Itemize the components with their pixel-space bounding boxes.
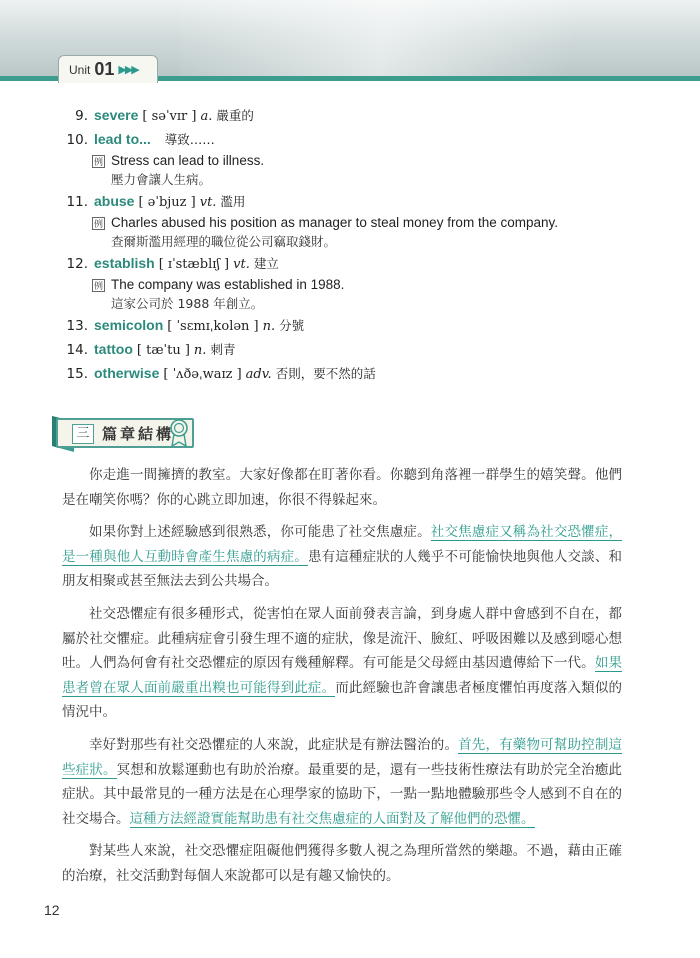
vocab-definition: 導致…… xyxy=(164,132,215,147)
vocabulary-list xyxy=(58,103,658,385)
example-sentence-zh: 壓力會讓人生病。 xyxy=(111,172,212,187)
vocab-entry xyxy=(58,313,658,337)
example-icon: 例 xyxy=(93,156,103,167)
vocab-word: establish xyxy=(94,255,155,271)
unit-number: 01 xyxy=(94,59,115,79)
highlighted-topic-sentence: 首先，有藥物可幫助控制這些症狀。 xyxy=(62,736,623,778)
paragraph-text: 如果你對上述經驗感到很熟悉，你可能患了社交焦慮症。 xyxy=(89,524,431,541)
vocab-number: 14. xyxy=(66,342,88,358)
vocab-entry xyxy=(58,251,658,275)
vocab-word: abuse xyxy=(94,193,135,209)
highlighted-topic-sentence: 這種方法經證實能幫助患有社交焦慮症的人面對及了解他們的恐懼。 xyxy=(129,810,535,827)
paragraph-text: 冥想和放鬆運動也有助於治療。最重要的是，還有一些技術性療法有助於完全治癒此症狀。其中最常見的一種方法是在心理學家的協助下，一點一點地體驗那些令人感到不自在的社交場合。 xyxy=(62,761,623,827)
vocab-number: 11. xyxy=(66,194,88,210)
paragraph-text: 你走進一間擁擠的教室。大家好像都在盯著你看。你聽到角落裡一群學生的嬉笑聲。他們是在嘲笑你嗎？你的心跳立即加速，你很不得躲起來。 xyxy=(62,467,622,508)
vocab-word: semicolon xyxy=(94,317,164,333)
vocab-definition: 分號 xyxy=(279,318,305,333)
example-block xyxy=(92,213,658,251)
paragraph xyxy=(62,602,622,725)
paragraph-text: 患有這種症狀的人幾乎不可能愉快地與他人交談、和朋友相聚或甚至無法去到公共場合。 xyxy=(62,548,623,590)
vocab-entry xyxy=(58,103,658,127)
section-heading xyxy=(50,414,200,454)
vocab-entry xyxy=(58,337,658,361)
vocab-pronunciation: [ ˈʌðəˌwaɪz ] xyxy=(163,367,242,382)
vocab-entry xyxy=(58,127,658,151)
highlighted-topic-sentence: 社交焦慮症又稱為社交恐懼症，是一種與他人互動時會產生焦慮的病症。 xyxy=(62,524,623,565)
vocab-word: tattoo xyxy=(94,341,133,357)
vocab-definition: 嚴重的 xyxy=(216,108,254,123)
paragraph-text: 幸好對那些有社交恐懼症的人來說，此症狀是有辦法醫治的。 xyxy=(89,736,459,753)
vocab-definition: 濫用 xyxy=(220,194,246,209)
example-sentence-zh: 這家公司於 1988 年創立。 xyxy=(111,296,264,311)
vocab-pronunciation: [ ɪˈstæblɪʃ ] xyxy=(158,257,230,272)
vocab-part-of-speech: a. xyxy=(200,109,213,124)
vocab-number: 15. xyxy=(66,366,88,382)
example-block xyxy=(92,151,658,189)
paragraph xyxy=(62,463,622,512)
vocab-pronunciation: [ səˈvɪr ] xyxy=(142,109,197,124)
vocab-part-of-speech: vt. xyxy=(199,195,217,210)
section-number: 三 xyxy=(72,424,94,444)
vocab-pronunciation: [ əˈbjuz ] xyxy=(138,195,196,210)
page-number: 12 xyxy=(44,902,60,918)
example-sentence-zh: 查爾斯濫用經理的職位從公司竊取錢財。 xyxy=(111,234,337,249)
example-sentence-en: Stress can lead to illness. xyxy=(111,153,265,168)
vocab-part-of-speech: vt. xyxy=(233,257,250,272)
article-body xyxy=(62,463,622,897)
vocab-part-of-speech: n. xyxy=(193,343,207,358)
vocab-definition: 否則，要不然的話 xyxy=(275,366,376,381)
example-block xyxy=(92,275,658,313)
example-icon: 例 xyxy=(93,280,103,291)
vocab-definition: 建立 xyxy=(253,256,279,271)
vocab-number: 10. xyxy=(66,132,88,148)
vocab-word: lead to... xyxy=(94,131,151,147)
example-icon: 例 xyxy=(93,218,103,229)
section-title: 篇章結構 xyxy=(102,425,175,443)
paragraph xyxy=(62,839,622,888)
vocab-pronunciation: [ tæˈtu ] xyxy=(136,343,190,358)
vocab-part-of-speech: n. xyxy=(262,319,276,334)
paragraph xyxy=(62,733,622,831)
medal-icon xyxy=(168,418,190,448)
example-sentence-en: The company was established in 1988. xyxy=(111,277,345,292)
arrows-icon: ▶▶▶ xyxy=(118,63,138,76)
vocab-definition: 刺青 xyxy=(210,342,236,357)
vocab-entry xyxy=(58,361,658,385)
vocab-pronunciation: [ ˈsɛmɪˌkolən ] xyxy=(167,319,259,334)
vocab-number: 9. xyxy=(75,108,88,124)
paragraph-text: 社交恐懼症有很多種形式，從害怕在眾人面前發表言論，到身處人群中會感到不自在，都屬於社交懼症。此種病症會引發生理不適的症狀，像是流汗、臉紅、呼吸困難以及感到噁心想吐。人們為何會有社交恐懼症的原因有幾種解釋。有可能是父母經由基因遺傳給下一代。 xyxy=(62,605,622,672)
vocab-word: severe xyxy=(94,107,139,123)
example-sentence-en: Charles abused his position as manager to steal money from the company. xyxy=(111,215,558,230)
vocab-number: 13. xyxy=(66,318,88,334)
paragraph xyxy=(62,520,622,594)
highlighted-topic-sentence: 如果患者曾在眾人面前嚴重出糗也可能得到此症。 xyxy=(62,655,623,696)
unit-label: Unit xyxy=(69,62,91,77)
vocab-word: otherwise xyxy=(94,365,160,381)
vocab-part-of-speech: adv. xyxy=(245,367,272,382)
unit-tab xyxy=(58,55,158,83)
vocab-number: 12. xyxy=(66,256,88,272)
paragraph-text: 而此經驗也許會讓患者極度懼怕再度落入類似的情況中。 xyxy=(62,679,622,721)
paragraph-text: 對某些人來說，社交恐懼症阻礙他們獲得多數人視之為理所當然的樂趣。不過，藉由正確的治療，社交活動對每個人來說都可以是有趣又愉快的。 xyxy=(62,843,622,884)
vocab-entry xyxy=(58,189,658,213)
